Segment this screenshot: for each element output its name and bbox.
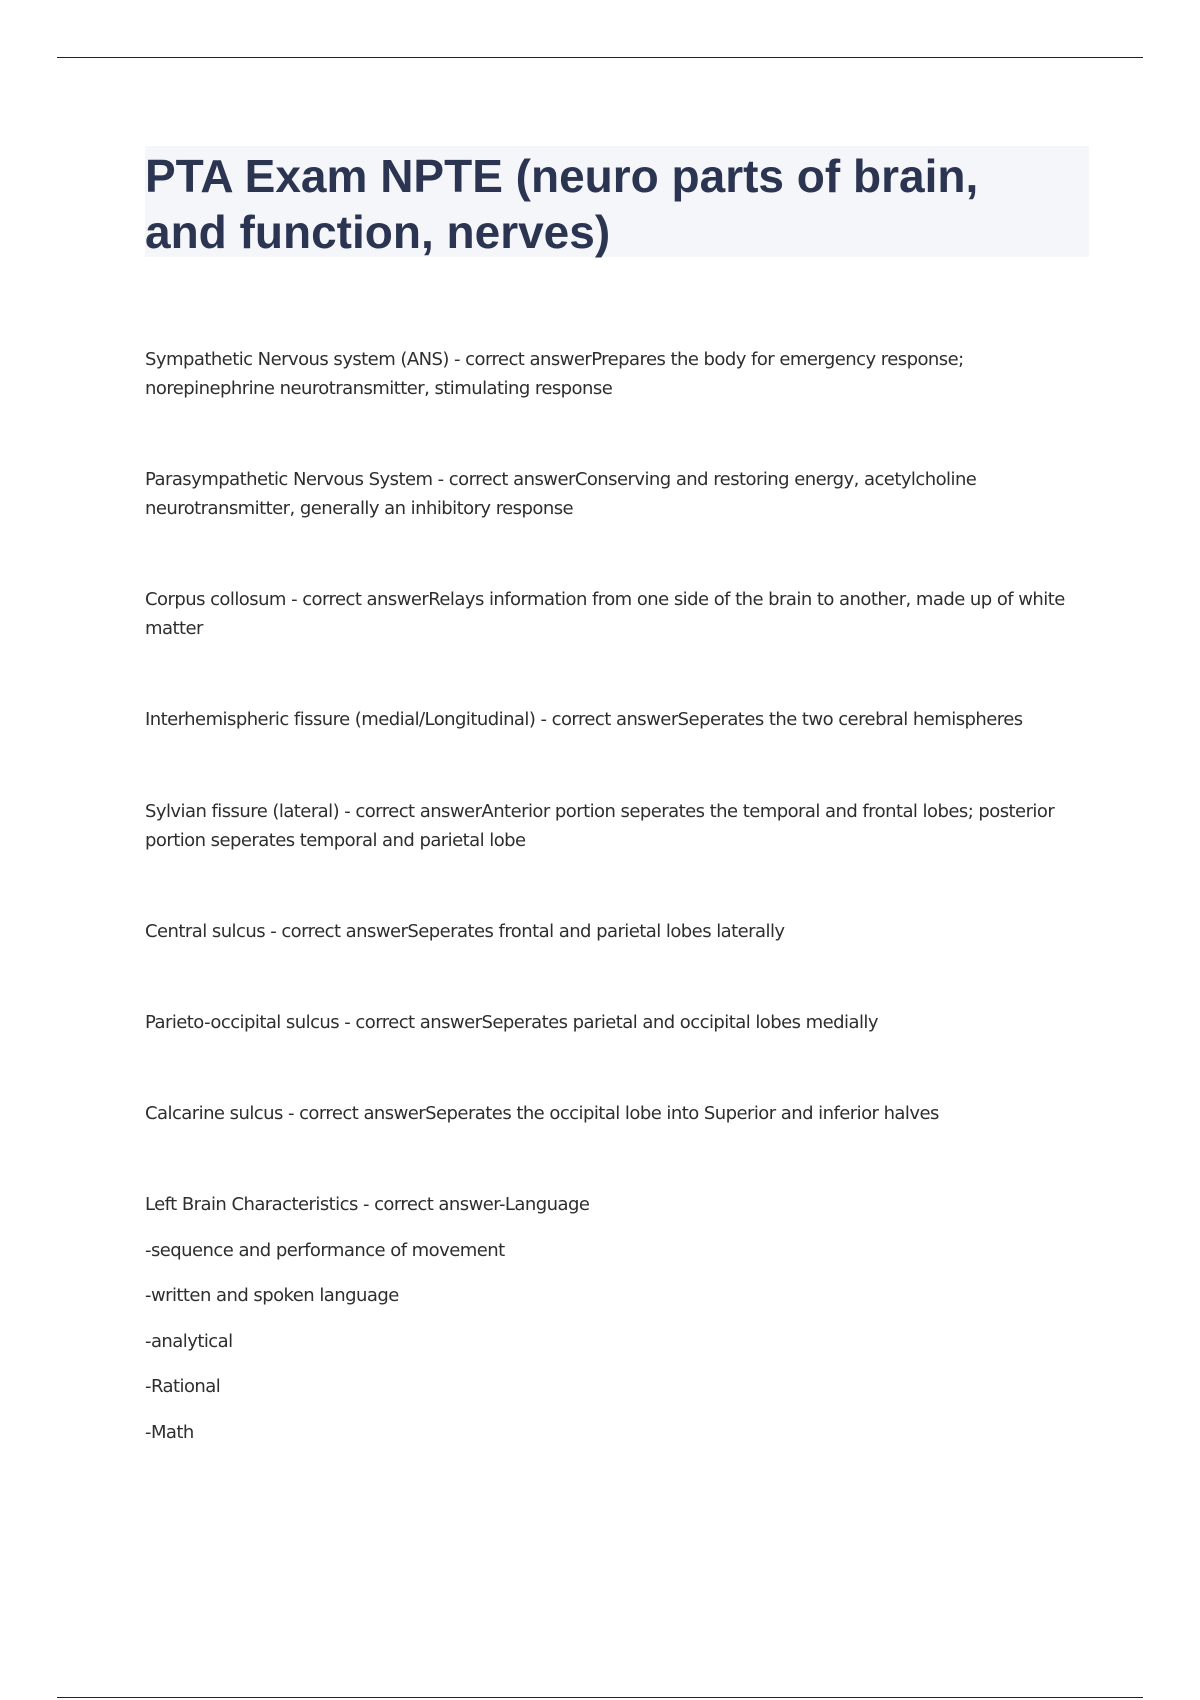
list-item: -written and spoken language — [145, 1285, 399, 1306]
title-block — [145, 146, 1089, 257]
list-item: -Math — [145, 1422, 194, 1443]
entry-central-sulcus: Central sulcus - correct answerSeperates frontal and parietal lobes laterally — [145, 921, 785, 942]
list-item: -sequence and performance of movement — [145, 1240, 505, 1261]
entry-interhemispheric-fissure: Interhemispheric fissure (medial/Longitudinal) - correct answerSeperates the two cerebral hemispheres — [145, 709, 1023, 730]
entry-sylvian-fissure: Sylvian fissure (lateral) - correct answerAnterior portion seperates the temporal and frontal lobes; posterior portion seperates temporal and parietal lobe — [145, 801, 1055, 851]
page-title: PTA Exam NPTE (neuro parts of brain, and function, nerves) — [145, 150, 979, 258]
entry-parasympathetic-nervous-system: Parasympathetic Nervous System - correct answerConserving and restoring energy, acetylcholine neurotransmitter, generally an inhibitory response — [145, 469, 977, 519]
entry-left-brain-characteristics: Left Brain Characteristics - correct answer-Language — [145, 1194, 590, 1215]
list-item: -analytical — [145, 1331, 233, 1352]
entry-calcarine-sulcus: Calcarine sulcus - correct answerSeperates the occipital lobe into Superior and inferior halves — [145, 1103, 939, 1124]
list-item: -Rational — [145, 1376, 221, 1397]
top-rule — [57, 57, 1143, 58]
entry-corpus-collosum: Corpus collosum - correct answerRelays information from one side of the brain to another, made up of white matter — [145, 589, 1065, 639]
entry-sympathetic-nervous-system: Sympathetic Nervous system (ANS) - correct answerPrepares the body for emergency response; norepinephrine neurotransmitter, stimulating response — [145, 349, 964, 399]
entry-parieto-occipital-sulcus: Parieto-occipital sulcus - correct answerSeperates parietal and occipital lobes medially — [145, 1012, 878, 1033]
bottom-rule — [57, 1697, 1143, 1698]
